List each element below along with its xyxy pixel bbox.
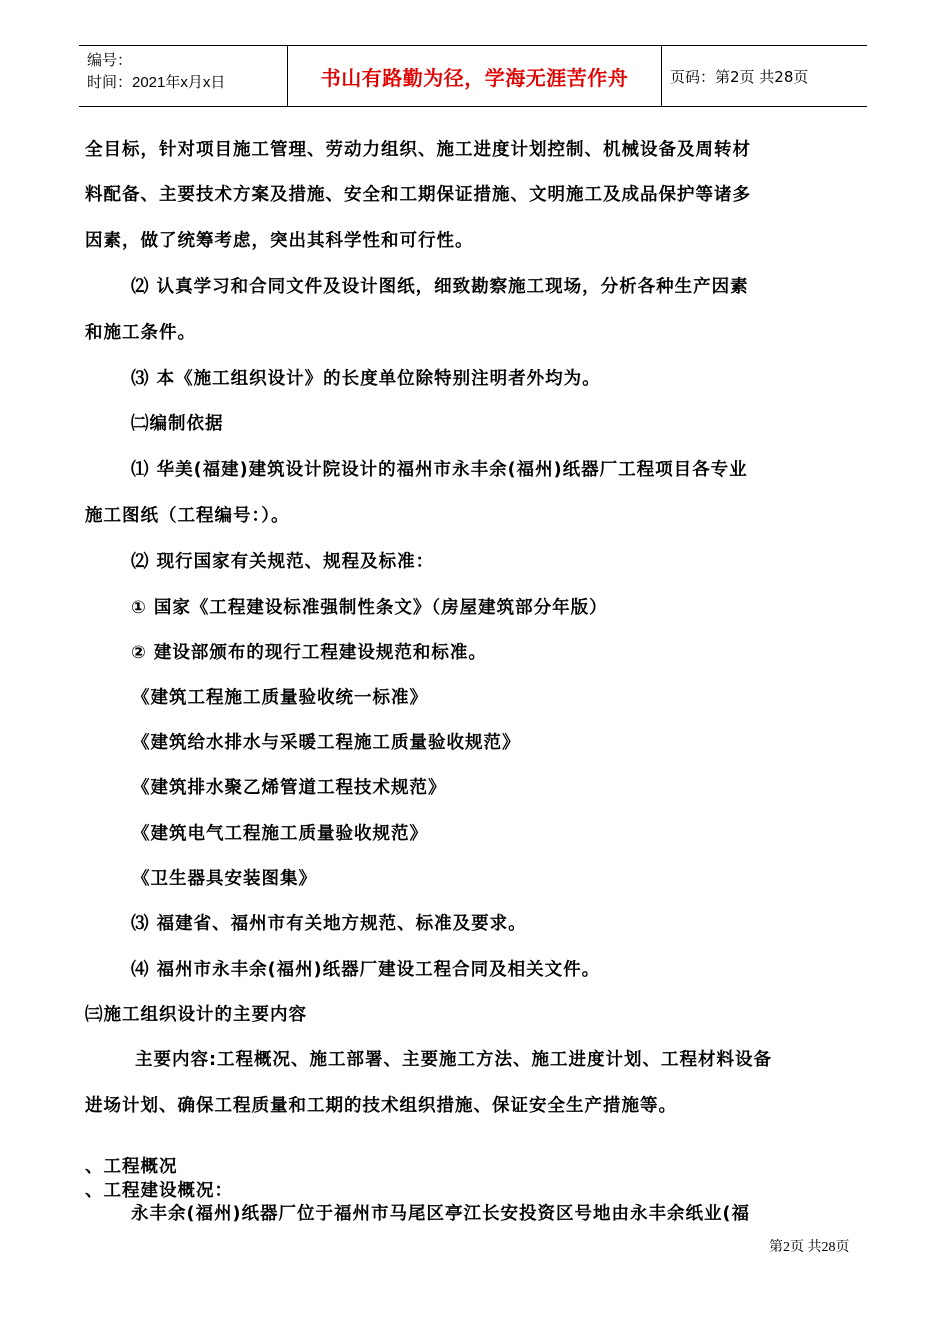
- section-heading: ㈡编制依据: [131, 414, 224, 434]
- section-heading: ㈢施工组织设计的主要内容: [85, 1005, 307, 1025]
- text-line: 进场计划、确保工程质量和工期的技术组织措施、保证安全生产措施等。: [85, 1096, 677, 1116]
- text-line: 料配备、主要技术方案及措施、安全和工期保证措施、文明施工及成品保护等诸多: [85, 185, 751, 205]
- text-line: 全目标，针对项目施工管理、劳动力组织、施工进度计划控制、机械设备及周转材: [85, 140, 751, 160]
- text-line: 施工图纸（工程编号：）。: [85, 506, 290, 526]
- section-heading: 、工程建设概况：: [85, 1181, 233, 1201]
- text-line: ⑷ 福州市永丰余(福州)纸器厂建设工程合同及相关文件。: [131, 960, 601, 980]
- text-line: ⑴ 华美(福建)建筑设计院设计的福州市永丰余(福州)纸器厂工程项目各专业: [131, 460, 748, 480]
- standard-item: 《建筑电气工程施工质量验收规范》: [132, 824, 428, 844]
- text-line: 主要内容:工程概况、施工部署、主要施工方法、施工进度计划、工程材料设备: [135, 1050, 772, 1070]
- text-line: ⑶ 福建省、福州市有关地方规范、标准及要求。: [131, 914, 527, 934]
- page-header: [79, 45, 867, 107]
- text-line: ⑵ 认真学习和合同文件及设计图纸，细致勘察施工现场，分析各种生产因素: [131, 277, 749, 297]
- number-label: 编号：: [87, 52, 133, 69]
- text-line: ⑶ 本《施工组织设计》的长度单位除特别注明者外均为。: [131, 369, 601, 389]
- standard-item: 《建筑工程施工质量验收统一标准》: [132, 688, 428, 708]
- time-label: 时间：2021年x月x日: [87, 74, 226, 91]
- section-heading: 、工程概况: [85, 1157, 178, 1177]
- standard-item: 《卫生器具安装图集》: [132, 869, 317, 889]
- text-line: 和施工条件。: [85, 323, 196, 343]
- text-line: ② 建设部颁布的现行工程建设规范和标准。: [131, 643, 487, 663]
- text-line: ① 国家《工程建设标准强制性条文》（房屋建筑部分年版）: [131, 598, 608, 618]
- text-line: 永丰余(福州)纸器厂位于福州市马尾区亭江长安投资区号地由永丰余纸业(福: [131, 1204, 750, 1224]
- text-line: ⑵ 现行国家有关规范、规程及标准：: [131, 552, 435, 572]
- header-page-info: 页码：第2页 共28页: [670, 67, 809, 86]
- page-footer: 第2页 共28页: [769, 1240, 850, 1255]
- header-motto: 书山有路勤为径，学海无涯苦作舟: [287, 46, 662, 106]
- standard-item: 《建筑排水聚乙烯管道工程技术规范》: [132, 778, 447, 798]
- text-line: 因素，做了统筹考虑，突出其科学性和可行性。: [85, 231, 474, 251]
- header-meta: [79, 46, 287, 106]
- standard-item: 《建筑给水排水与采暖工程施工质量验收规范》: [132, 733, 521, 753]
